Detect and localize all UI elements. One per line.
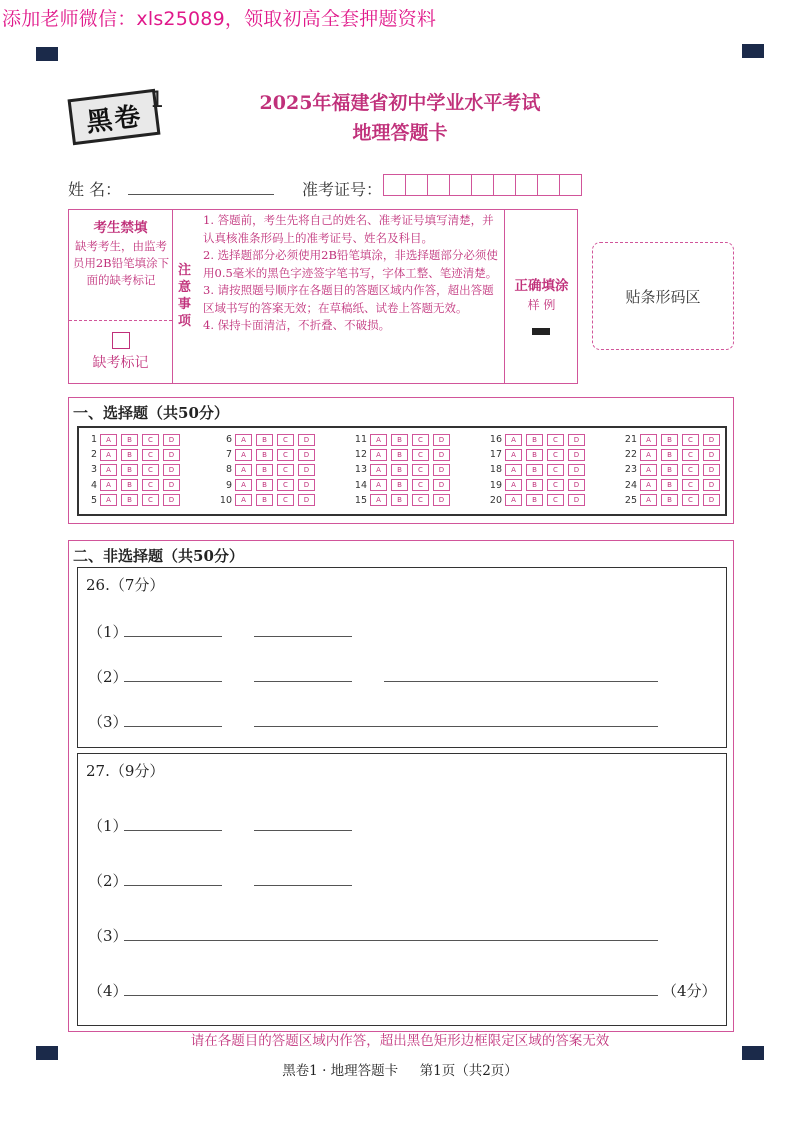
rule-item: 2. 选择题部分必须使用2B铅笔填涂，非选择题部分必须使用0.5毫米的黑色字迹签字笔书写，字体工整、笔迹清楚。 [203,248,498,280]
option-bubble[interactable]: C [412,434,429,446]
answer-sheet-title: 地理答题卡 [352,122,448,144]
option-bubble[interactable]: D [568,449,585,461]
option-bubble[interactable]: B [256,479,273,491]
notice-panel [68,209,578,384]
question-number: 24 [624,479,637,491]
option-bubble[interactable]: B [391,464,408,476]
mc-question-row [623,478,758,493]
option-bubble[interactable]: A [640,494,657,506]
q26-sub2-label: （2） [88,668,128,686]
option-bubble[interactable]: D [298,479,315,491]
answer-line[interactable] [124,995,658,996]
option-bubble[interactable]: B [121,434,138,446]
option-bubble[interactable]: C [142,479,159,491]
option-bubble[interactable]: D [568,479,585,491]
watermark-text: 添加老师微信：xls25089，领取初高全套押题资料 [2,8,437,30]
option-bubble[interactable]: B [391,434,408,446]
exam-title: 2025年福建省初中学业水平考试 [259,92,541,114]
mc-question-row [353,478,488,493]
option-bubble[interactable]: A [505,449,522,461]
option-bubble[interactable]: C [412,494,429,506]
option-bubble[interactable]: B [121,479,138,491]
option-bubble[interactable]: A [370,449,387,461]
answer-line[interactable] [124,636,222,637]
option-bubble[interactable]: C [547,464,564,476]
question-number: 12 [354,449,367,461]
option-bubble[interactable]: A [100,464,117,476]
absent-mark-label: 缺考标记 [92,355,149,371]
option-bubble[interactable]: C [142,464,159,476]
question-number: 19 [489,479,502,491]
answer-line[interactable] [124,681,222,682]
option-bubble[interactable]: B [391,449,408,461]
option-bubble[interactable]: C [142,449,159,461]
mc-question-row [83,478,218,493]
answer-line[interactable] [254,681,352,682]
mc-question-row [488,478,623,493]
question-number: 10 [219,494,232,506]
option-bubble[interactable]: D [298,434,315,446]
option-bubble[interactable]: A [235,449,252,461]
correct-sample-cell [504,210,578,383]
option-bubble[interactable]: C [682,449,699,461]
option-bubble[interactable]: D [163,494,180,506]
option-bubble[interactable]: A [370,494,387,506]
option-bubble[interactable]: D [703,434,720,446]
answer-line[interactable] [254,885,352,886]
option-bubble[interactable]: D [163,434,180,446]
question-number: 18 [489,464,502,476]
option-bubble[interactable]: C [547,479,564,491]
option-bubble[interactable]: C [277,464,294,476]
attention-label: 注意事项 [178,263,192,329]
option-bubble[interactable]: C [682,464,699,476]
option-bubble[interactable]: C [277,449,294,461]
option-bubble[interactable]: D [163,479,180,491]
option-bubble[interactable]: B [391,479,408,491]
option-bubble[interactable]: D [703,479,720,491]
attention-cell [172,210,200,383]
option-bubble[interactable]: A [235,479,252,491]
question-26-title: 26.（7分） [86,576,165,594]
option-bubble[interactable]: B [661,434,678,446]
rule-item: 4. 保持卡面清洁，不折叠、不破损。 [203,318,391,332]
question-number: 14 [354,479,367,491]
option-bubble[interactable]: C [412,479,429,491]
corner-marker-bottom-right [742,1046,764,1060]
option-bubble[interactable]: A [640,479,657,491]
option-bubble[interactable]: A [370,434,387,446]
page-footer: 黑卷1 · 地理答题卡 第1页（共2页） [282,1063,518,1079]
question-number: 11 [354,434,367,446]
option-bubble[interactable]: B [526,464,543,476]
corner-marker-bottom-left [36,1046,58,1060]
rules-list [203,212,498,335]
mc-column [218,432,353,508]
option-bubble[interactable]: B [526,449,543,461]
q27-sub2-label: （2） [88,872,128,890]
question-number: 21 [624,434,637,446]
corner-marker-top-right [742,44,764,58]
option-bubble[interactable]: D [703,494,720,506]
answer-line[interactable] [254,726,658,727]
candidate-id-label: 准考证号： [302,180,383,199]
sample-label: 样 例 [527,298,556,312]
mc-question-row [218,493,353,508]
mc-question-row [83,493,218,508]
option-bubble[interactable]: C [277,434,294,446]
mc-question-row [353,432,488,447]
option-bubble[interactable]: A [100,434,117,446]
filled-sample-mark [532,328,550,335]
mc-question-row [623,493,758,508]
multiple-choice-grid [77,426,727,516]
divider [69,320,172,321]
option-bubble[interactable]: D [433,434,450,446]
mc-question-row [83,462,218,477]
option-bubble[interactable]: B [526,434,543,446]
option-bubble[interactable]: C [682,479,699,491]
option-bubble[interactable]: B [121,494,138,506]
option-bubble[interactable]: B [121,464,138,476]
mc-question-row [353,493,488,508]
free-response-section [68,540,734,1032]
answer-area-warning: 请在各题目的答题区域内作答，超出黑色矩形边框限定区域的答案无效 [190,1033,610,1049]
mc-question-row [488,447,623,462]
mc-question-row [218,478,353,493]
rule-item: 1. 答题前，考生先将自己的姓名、准考证号填写清楚，并认真核准条形码上的准考证号、姓名及科目。 [203,213,494,245]
option-bubble[interactable]: D [433,494,450,506]
option-bubble[interactable]: C [547,494,564,506]
question-number: 7 [225,449,232,461]
question-27-box [77,753,727,1026]
option-bubble[interactable]: A [370,464,387,476]
absent-instructions: 缺考考生，由监考员用2B铅笔填涂下面的缺考标记 [72,239,170,287]
mc-question-row [488,432,623,447]
option-bubble[interactable]: C [412,464,429,476]
correct-fill-title: 正确填涂 [514,278,569,294]
mc-question-row [488,462,623,477]
option-bubble[interactable]: C [142,494,159,506]
question-number: 1 [90,434,97,446]
option-bubble[interactable]: C [412,449,429,461]
option-bubble[interactable]: D [163,449,180,461]
option-bubble[interactable]: B [526,494,543,506]
answer-line[interactable] [124,830,222,831]
option-bubble[interactable]: B [256,464,273,476]
question-number: 6 [225,434,232,446]
option-bubble[interactable]: B [256,434,273,446]
section1-title: 一、选择题（共50分） [73,404,229,422]
mc-question-row [353,462,488,477]
mc-question-row [218,432,353,447]
answer-line[interactable] [254,636,352,637]
question-26-box [77,567,727,748]
option-bubble[interactable]: C [277,494,294,506]
option-bubble[interactable]: B [256,494,273,506]
answer-line[interactable] [124,885,222,886]
question-number: 13 [354,464,367,476]
option-bubble[interactable]: A [640,449,657,461]
question-number: 3 [90,464,97,476]
question-number: 2 [90,449,97,461]
mc-column [488,432,623,508]
name-field[interactable] [128,194,274,195]
option-bubble[interactable]: B [661,449,678,461]
option-bubble[interactable]: B [661,464,678,476]
logo-number: 1 [150,88,164,113]
option-bubble[interactable]: D [298,494,315,506]
q26-sub1-label: （1） [88,623,128,641]
question-number: 8 [225,464,232,476]
question-number: 20 [489,494,502,506]
q27-sub4-label: （4） [88,982,128,1000]
option-bubble[interactable]: A [100,449,117,461]
option-bubble[interactable]: C [682,494,699,506]
answer-line[interactable] [254,830,352,831]
q27-sub3-label: （3） [88,927,128,945]
option-bubble[interactable]: A [235,494,252,506]
option-bubble[interactable]: B [256,449,273,461]
mc-question-row [623,432,758,447]
question-number: 23 [624,464,637,476]
option-bubble[interactable]: A [100,479,117,491]
option-bubble[interactable]: A [505,434,522,446]
option-bubble[interactable]: A [640,464,657,476]
section2-title: 二、非选择题（共50分） [73,547,244,565]
logo-text: 黑卷 [68,89,161,145]
option-bubble[interactable]: D [298,464,315,476]
answer-line[interactable] [124,940,658,941]
option-bubble[interactable]: B [121,449,138,461]
question-number: 4 [90,479,97,491]
q27-sub4-points: （4分） [662,982,717,1000]
option-bubble[interactable]: D [433,464,450,476]
answer-line[interactable] [124,726,222,727]
question-number: 9 [225,479,232,491]
question-number: 15 [354,494,367,506]
absent-title: 考生禁填 [93,220,148,236]
mc-question-row [488,493,623,508]
mc-question-row [218,447,353,462]
absent-checkbox[interactable] [112,332,130,349]
option-bubble[interactable]: B [526,479,543,491]
option-bubble[interactable]: A [100,494,117,506]
option-bubble[interactable]: D [298,449,315,461]
question-number: 25 [624,494,637,506]
barcode-area [592,242,734,350]
mc-question-row [353,447,488,462]
question-number: 17 [489,449,502,461]
option-bubble[interactable]: B [661,494,678,506]
question-number: 5 [90,494,97,506]
mc-column [83,432,218,508]
name-label: 姓 名： [68,180,122,199]
barcode-label: 贴条形码区 [625,287,701,306]
option-bubble[interactable]: D [568,434,585,446]
corner-marker-top-left [36,47,58,61]
option-bubble[interactable]: A [370,479,387,491]
option-bubble[interactable]: A [640,434,657,446]
option-bubble[interactable]: A [505,494,522,506]
absent-cell [69,210,173,383]
mc-column [353,432,488,508]
option-bubble[interactable]: D [703,449,720,461]
mc-question-row [623,462,758,477]
option-bubble[interactable]: C [547,434,564,446]
question-27-title: 27.（9分） [86,762,165,780]
q26-sub3-label: （3） [88,713,128,731]
option-bubble[interactable]: B [661,479,678,491]
option-bubble[interactable]: D [433,479,450,491]
option-bubble[interactable]: C [547,449,564,461]
option-bubble[interactable]: B [391,494,408,506]
option-bubble[interactable]: D [568,464,585,476]
option-bubble[interactable]: A [235,464,252,476]
option-bubble[interactable]: C [142,434,159,446]
option-bubble[interactable]: D [568,494,585,506]
option-bubble[interactable]: D [433,449,450,461]
multiple-choice-section [68,397,734,524]
option-bubble[interactable]: D [163,464,180,476]
mc-question-row [218,462,353,477]
option-bubble[interactable]: A [235,434,252,446]
option-bubble[interactable]: A [505,464,522,476]
q27-sub1-label: （1） [88,817,128,835]
option-bubble[interactable]: C [682,434,699,446]
answer-line[interactable] [384,681,658,682]
question-number: 22 [624,449,637,461]
mc-column [623,432,758,508]
mc-question-row [623,447,758,462]
rule-item: 3. 请按照题号顺序在各题目的答题区域内作答，超出答题区域书写的答案无效；在草稿纸、试卷上答题无效。 [203,283,494,315]
option-bubble[interactable]: D [703,464,720,476]
option-bubble[interactable]: C [277,479,294,491]
mc-question-row [83,447,218,462]
candidate-id-grid[interactable] [383,174,582,196]
option-bubble[interactable]: A [505,479,522,491]
mc-question-row [83,432,218,447]
question-number: 16 [489,434,502,446]
